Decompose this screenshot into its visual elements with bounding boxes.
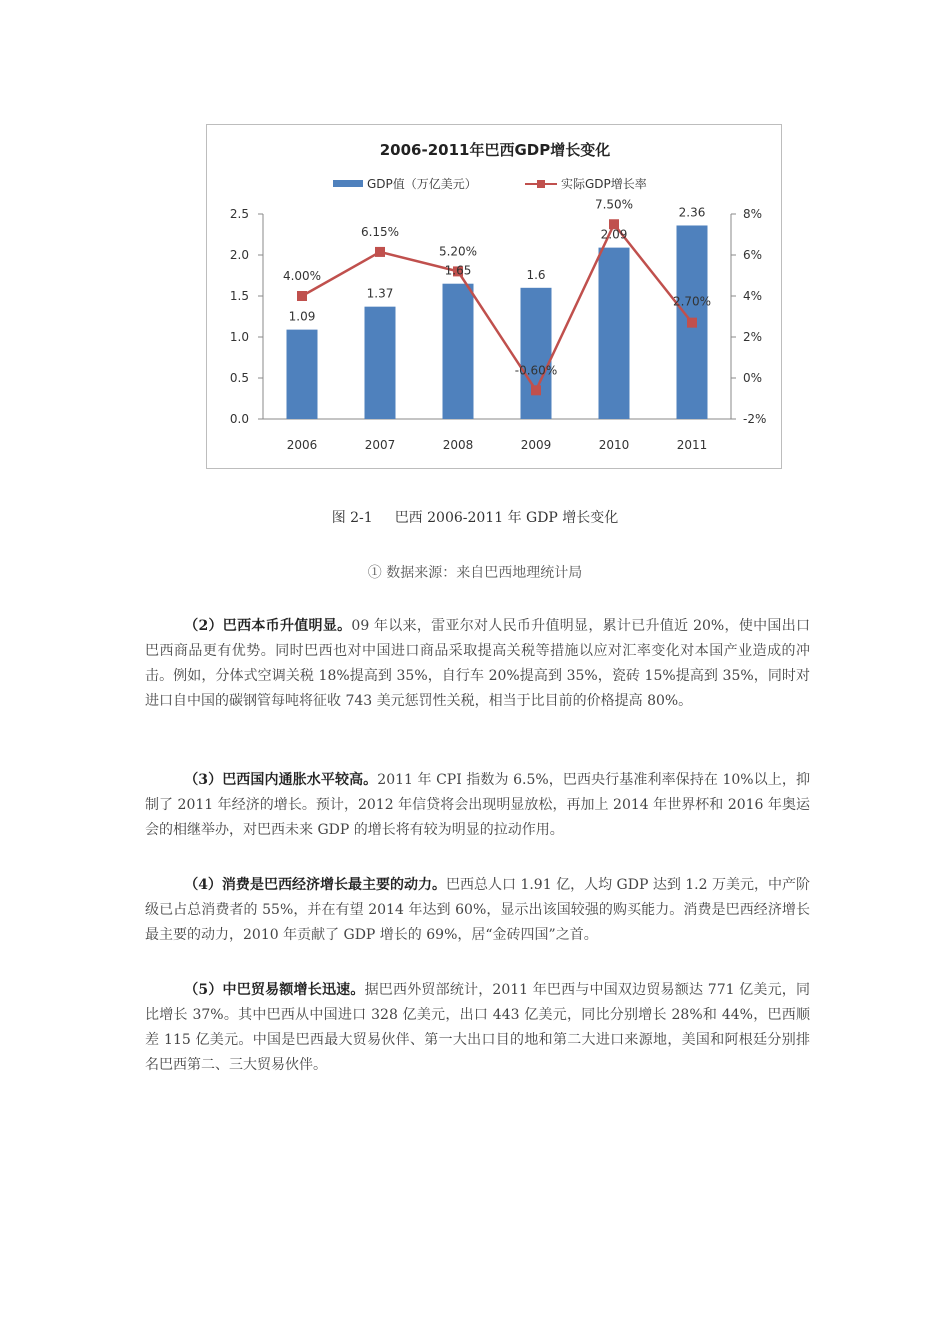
- left-tick-label: 1.5: [229, 289, 249, 303]
- left-tick-label: 0.5: [229, 371, 249, 385]
- left-tick-label: 1.0: [229, 330, 249, 344]
- x-tick-label: 2010: [598, 438, 630, 452]
- chart-canvas: [207, 125, 783, 470]
- x-tick-label: 2008: [442, 438, 474, 452]
- paragraph-body: 据巴西外贸部统计，2011 年巴西与中国双边贸易额达 771 亿美元，同比增长 37%。其中巴西从中国进口 328 亿美元，出口 443 亿美元，同比分别增长 28%和 44%，巴西顺差 115 亿美元。中国是巴西最大贸易伙伴、第一大出口目的地和第二大进口来源地，美国和阿根廷分别排名巴西第二、三大贸易伙伴。: [145, 982, 811, 1073]
- growth-rate-marker: [687, 318, 697, 328]
- legend-line-marker: [537, 180, 545, 188]
- paragraph-heading: （4）消费是巴西经济增长最主要的动力。: [184, 877, 446, 893]
- figure-caption-text: 巴西 2006-2011 年 GDP 增长变化: [394, 510, 619, 526]
- line-value-label: 7.50%: [594, 197, 634, 212]
- paragraph-body: 2011 年 CPI 指数为 6.5%，巴西央行基准利率保持在 10%以上，抑制了 2011 年经济的增长。预计，2012 年信贷将会出现明显放松，再加上 2014 年世界杯和 2016 年奥运会的相继举办，对巴西未来 GDP 的增长将有较为明显的拉动作用。: [145, 772, 810, 838]
- legend-line-label: 实际GDP增长率: [561, 177, 647, 191]
- bar-2009: [521, 288, 552, 419]
- line-value-label: -0.60%: [514, 363, 558, 378]
- bar-value-label: 1.65: [444, 263, 472, 278]
- paragraph-body: 09 年以来，雷亚尔对人民币升值明显，累计已升值近 20%，使中国出口巴西商品更有优势。同时巴西也对中国进口商品采取提高关税等措施以应对汇率变化对本国产业造成的冲击。例如，分体式空调关税 18%提高到 35%，自行车 20%提高到 35%，瓷砖 15%提高到 35%，同时对进口自中国的碳钢管每吨将征收 743 美元惩罚性关税，相当于比目前的价格提高 80%。: [145, 618, 810, 709]
- bar-value-label: 1.37: [366, 286, 394, 301]
- right-tick-label: 4%: [743, 289, 763, 303]
- bar-value-label: 1.09: [288, 309, 316, 324]
- growth-rate-marker: [531, 385, 541, 395]
- paragraph-trade: [145, 978, 810, 1078]
- left-tick-label: 0.0: [229, 412, 249, 426]
- line-value-label: 5.20%: [438, 244, 478, 259]
- legend-bar-swatch: [333, 180, 363, 187]
- paragraph-heading: （3）巴西国内通胀水平较高。: [184, 772, 378, 788]
- right-tick-label: 8%: [743, 207, 763, 221]
- right-tick-label: 2%: [743, 330, 763, 344]
- paragraph-currency: [145, 614, 810, 714]
- bar-2006: [287, 330, 318, 419]
- x-tick-label: 2011: [676, 438, 708, 452]
- gdp-chart: [206, 124, 782, 469]
- bar-2007: [365, 307, 396, 419]
- bar-2008: [443, 284, 474, 419]
- line-value-label: 6.15%: [360, 224, 400, 239]
- x-tick-label: 2006: [286, 438, 318, 452]
- line-value-label: 4.00%: [282, 269, 322, 283]
- figure-caption: [0, 507, 950, 527]
- paragraph-heading: （5）中巴贸易额增长迅速。: [184, 982, 365, 998]
- growth-rate-marker: [375, 247, 385, 257]
- paragraph-consumption: [145, 873, 810, 948]
- x-tick-label: 2009: [520, 438, 552, 452]
- bar-value-label: 1.6: [526, 267, 546, 282]
- figure-number: 图 2-1: [331, 510, 373, 526]
- line-value-label: 2.70%: [672, 294, 712, 309]
- left-tick-label: 2.0: [229, 248, 249, 262]
- bar-value-label: 2.36: [678, 205, 706, 220]
- growth-rate-marker: [297, 291, 307, 301]
- paragraph-body: 巴西总人口 1.91 亿，人均 GDP 达到 1.2 万美元，中产阶级已占总消费者的 55%，并在有望 2014 年达到 60%，显示出该国较强的购买能力。消费是巴西经济增长最主要的动力，2010 年贡献了 GDP 增长的 69%，居“金砖四国”之首。: [145, 877, 811, 943]
- legend-bar-label: GDP值（万亿美元）: [367, 177, 477, 191]
- paragraph-inflation: [145, 768, 810, 843]
- source-note: ① 数据来源：来自巴西地理统计局: [367, 565, 583, 581]
- bar-2010: [599, 248, 630, 419]
- x-tick-label: 2007: [364, 438, 396, 452]
- left-tick-label: 2.5: [229, 207, 249, 221]
- right-tick-label: -2%: [743, 412, 767, 426]
- paragraph-heading: （2）巴西本币升值明显。: [184, 618, 352, 634]
- growth-rate-line: [302, 224, 692, 390]
- right-tick-label: 0%: [743, 371, 763, 385]
- right-tick-label: 6%: [743, 248, 763, 262]
- bar-value-label: 2.09: [600, 227, 628, 242]
- chart-title: 2006-2011年巴西GDP增长变化: [379, 141, 611, 159]
